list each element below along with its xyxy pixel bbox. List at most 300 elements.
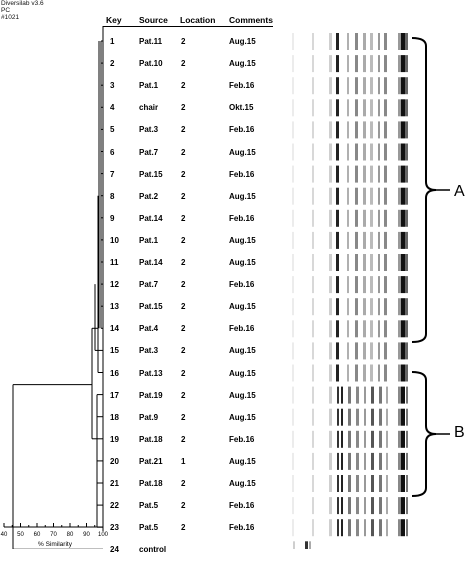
fingerprint-band	[371, 387, 374, 404]
fingerprint-band	[371, 497, 374, 514]
fingerprint-band	[356, 431, 359, 448]
fingerprint-band	[401, 232, 405, 249]
fingerprint-band	[363, 320, 366, 337]
row-comments: Aug.15	[229, 258, 256, 267]
row-location: 2	[181, 147, 186, 157]
fingerprint-band	[401, 55, 405, 72]
fingerprint-band	[370, 320, 373, 337]
analysis-id: #1021	[1, 14, 20, 21]
fingerprint-band	[329, 453, 332, 470]
fingerprint-band	[336, 276, 339, 293]
fingerprint-band	[355, 210, 358, 227]
fingerprint-band	[341, 497, 343, 514]
fingerprint-band	[398, 342, 401, 359]
fingerprint-band	[336, 365, 339, 382]
row-source: Pat.5	[139, 501, 159, 511]
fingerprint-band	[401, 166, 405, 183]
cluster-bracket-a	[412, 38, 436, 342]
fingerprint-band	[292, 409, 294, 426]
row-location: 2	[181, 479, 186, 488]
fingerprint-band	[378, 254, 380, 271]
row-source: Pat.13	[139, 368, 163, 378]
row-location: 2	[181, 213, 186, 223]
fingerprint-band	[398, 431, 401, 448]
row-source: Pat.4	[139, 324, 159, 334]
fingerprint-band	[401, 276, 405, 293]
row-comments: Okt.15	[229, 103, 254, 113]
row-location: 2	[181, 258, 186, 267]
fingerprint-band	[329, 387, 332, 404]
row-source: Pat.5	[139, 523, 159, 533]
row-location: 2	[181, 280, 186, 290]
fingerprint-band	[312, 342, 314, 359]
fingerprint-band	[329, 77, 332, 94]
fingerprint-band	[336, 254, 339, 271]
row-source: Pat.19	[139, 390, 163, 400]
axis-tick-label: 50	[17, 532, 24, 538]
fingerprint-band	[384, 254, 387, 271]
row-key: 11	[110, 258, 119, 267]
fingerprint-band	[384, 77, 387, 94]
fingerprint-band	[371, 409, 374, 426]
fingerprint-band	[329, 99, 332, 116]
row-source: Pat.3	[139, 125, 159, 135]
fingerprint-band	[292, 121, 294, 138]
fingerprint-band	[370, 144, 373, 161]
fingerprint-band	[363, 276, 366, 293]
fingerprint-band	[356, 387, 359, 404]
row-comments: Aug.15	[229, 456, 256, 466]
fingerprint-band	[336, 232, 339, 249]
fingerprint-band	[398, 188, 401, 205]
fingerprint-band	[337, 387, 339, 404]
cluster-label-a: A	[454, 183, 465, 200]
fingerprint-band	[341, 519, 343, 536]
fingerprint-band	[384, 210, 387, 227]
fingerprint-band	[398, 298, 401, 315]
fingerprint-band	[401, 121, 405, 138]
row-location: 2	[181, 302, 186, 312]
row-comments: Feb.16	[229, 280, 255, 290]
fingerprint-band	[336, 298, 339, 315]
fingerprint-band	[378, 33, 380, 50]
fingerprint-band	[337, 475, 339, 492]
fingerprint-band	[312, 409, 314, 426]
fingerprint-band	[348, 431, 351, 448]
fingerprint-band	[312, 254, 314, 271]
fingerprint-band	[329, 431, 332, 448]
fingerprint-band	[370, 77, 373, 94]
fingerprint-band	[398, 497, 401, 514]
column-header-source: Source	[139, 15, 168, 25]
row-key: 22	[110, 501, 119, 511]
fingerprint-band	[292, 365, 294, 382]
axis-tick-label: 70	[50, 532, 57, 538]
fingerprint-band	[384, 276, 387, 293]
fingerprint-band	[401, 77, 405, 94]
fingerprint-band	[401, 188, 405, 205]
fingerprint-band	[378, 77, 380, 94]
fingerprint-band	[348, 475, 351, 492]
fingerprint-band	[401, 144, 405, 161]
fingerprint-band	[379, 519, 382, 536]
fingerprint-band	[405, 121, 408, 138]
fingerprint-band	[405, 342, 408, 359]
fingerprint-band	[398, 453, 401, 470]
row-key: 3	[110, 81, 115, 91]
fingerprint-band	[379, 431, 382, 448]
column-header-key: Key	[106, 15, 122, 25]
fingerprint-band	[364, 497, 366, 514]
fingerprint-band	[348, 519, 351, 536]
fingerprint-band	[347, 77, 349, 94]
row-location: 2	[181, 434, 186, 444]
fingerprint-band	[348, 409, 351, 426]
fingerprint-band	[355, 99, 358, 116]
fingerprint-band	[398, 365, 401, 382]
fingerprint-band	[292, 166, 294, 183]
row-key: 18	[110, 412, 119, 422]
fingerprint-band	[386, 453, 388, 470]
fingerprint-band	[384, 121, 387, 138]
fingerprint-band	[398, 33, 401, 50]
fingerprint-band	[363, 298, 366, 315]
fingerprint-band	[378, 55, 380, 72]
fingerprint-band	[347, 33, 349, 50]
fingerprint-band	[329, 121, 332, 138]
fingerprint-band	[341, 431, 343, 448]
fingerprint-band	[401, 320, 405, 337]
fingerprint-band	[406, 519, 408, 536]
fingerprint-band	[312, 475, 314, 492]
fingerprint-band	[364, 475, 366, 492]
fingerprint-band	[378, 144, 380, 161]
fingerprint-band	[378, 298, 380, 315]
fingerprint-band	[398, 387, 401, 404]
fingerprint-band	[405, 365, 408, 382]
row-location: 2	[181, 523, 186, 533]
fingerprint-band	[292, 254, 294, 271]
row-source: Pat.7	[139, 147, 159, 157]
fingerprint-band	[406, 431, 408, 448]
row-comments: Aug.15	[229, 412, 256, 422]
fingerprint-band	[305, 541, 308, 549]
fingerprint-band	[312, 298, 314, 315]
row-location: 2	[181, 169, 186, 179]
fingerprint-band	[398, 55, 401, 72]
fingerprint-band	[336, 121, 339, 138]
fingerprint-band	[292, 232, 294, 249]
fingerprint-band	[293, 541, 295, 549]
row-location: 2	[181, 346, 186, 356]
fingerprint-band	[312, 55, 314, 72]
fingerprint-band	[405, 320, 408, 337]
row-source: Pat.3	[139, 346, 159, 356]
axis-tick-label: 80	[66, 532, 74, 538]
fingerprint-band	[370, 33, 373, 50]
fingerprint-band	[370, 342, 373, 359]
fingerprint-band	[336, 320, 339, 337]
fingerprint-band	[370, 298, 373, 315]
fingerprint-band	[347, 276, 349, 293]
fingerprint-band	[398, 144, 401, 161]
fingerprint-band	[329, 210, 332, 227]
fingerprint-band	[379, 387, 382, 404]
fingerprint-band	[355, 166, 358, 183]
software-version: Diversilab v3.6	[1, 0, 44, 7]
row-source: Pat.18	[139, 434, 163, 444]
fingerprint-band	[384, 99, 387, 116]
fingerprint-band	[329, 144, 332, 161]
row-comments: Aug.15	[229, 368, 256, 378]
row-source: Pat.18	[139, 479, 163, 488]
fingerprint-band	[312, 453, 314, 470]
fingerprint-band	[337, 409, 339, 426]
fingerprint-band	[401, 387, 405, 404]
fingerprint-band	[370, 121, 373, 138]
fingerprint-band	[336, 55, 339, 72]
fingerprint-band	[356, 475, 359, 492]
fingerprint-band	[364, 519, 366, 536]
fingerprint-band	[401, 365, 405, 382]
fingerprint-band	[347, 232, 349, 249]
fingerprint-band	[379, 409, 382, 426]
fingerprint-band	[292, 276, 294, 293]
fingerprint-band	[336, 210, 339, 227]
row-location: 2	[181, 191, 186, 201]
fingerprint-band	[337, 453, 339, 470]
fingerprint-band	[292, 144, 294, 161]
row-location: 1	[181, 456, 186, 466]
fingerprint-band	[312, 232, 314, 249]
fingerprint-band	[312, 276, 314, 293]
row-comments: Aug.15	[229, 390, 256, 400]
fingerprint-band	[292, 387, 294, 404]
fingerprint-band	[355, 33, 358, 50]
row-comments: Aug.15	[229, 235, 256, 245]
fingerprint-band	[363, 210, 366, 227]
fingerprint-band	[329, 519, 332, 536]
row-comments: Aug.15	[229, 346, 256, 356]
fingerprint-band	[379, 497, 382, 514]
fingerprint-band	[347, 99, 349, 116]
fingerprint-band	[364, 387, 366, 404]
row-comments: Feb.16	[229, 324, 255, 334]
row-source: Pat.1	[139, 235, 159, 245]
fingerprint-band	[371, 453, 374, 470]
fingerprint-band	[309, 541, 311, 549]
fingerprint-band	[370, 188, 373, 205]
row-location: 2	[181, 81, 186, 91]
row-source: Pat.9	[139, 412, 159, 422]
fingerprint-band	[398, 276, 401, 293]
fingerprint-band	[292, 431, 294, 448]
fingerprint-band	[292, 320, 294, 337]
fingerprint-band	[292, 77, 294, 94]
fingerprint-band	[398, 475, 401, 492]
fingerprint-band	[347, 121, 349, 138]
fingerprint-band	[292, 55, 294, 72]
column-header-comments: Comments	[229, 15, 273, 25]
column-header-location: Location	[180, 15, 216, 25]
fingerprint-band	[384, 166, 387, 183]
fingerprint-band	[341, 475, 343, 492]
fingerprint-band	[355, 342, 358, 359]
fingerprint-band	[371, 431, 374, 448]
fingerprint-band	[336, 99, 339, 116]
row-source: Pat.11	[139, 37, 163, 46]
row-comments: Feb.16	[229, 169, 255, 179]
fingerprint-band	[398, 409, 401, 426]
software-type: PC	[1, 7, 11, 14]
fingerprint-band	[401, 298, 405, 315]
fingerprint-band	[363, 188, 366, 205]
row-key: 20	[110, 456, 119, 466]
row-location: 2	[181, 390, 186, 400]
fingerprint-band	[347, 166, 349, 183]
row-location: 2	[181, 412, 186, 422]
fingerprint-band	[356, 497, 359, 514]
fingerprint-band	[405, 276, 408, 293]
row-source: Pat.14	[139, 213, 163, 223]
row-key: 19	[110, 434, 119, 444]
fingerprint-band	[355, 55, 358, 72]
row-source: Pat.15	[139, 169, 163, 179]
fingerprint-band	[292, 298, 294, 315]
fingerprint-band	[348, 453, 351, 470]
fingerprint-band	[405, 232, 408, 249]
fingerprint-band	[405, 166, 408, 183]
fingerprint-band	[341, 409, 343, 426]
fingerprint-band	[329, 320, 332, 337]
fingerprint-band	[398, 232, 401, 249]
row-key: 17	[110, 390, 119, 400]
fingerprint-band	[312, 188, 314, 205]
fingerprint-band	[405, 298, 408, 315]
fingerprint-band	[337, 497, 339, 514]
fingerprint-band	[405, 33, 408, 50]
fingerprint-band	[384, 232, 387, 249]
fingerprint-band	[384, 365, 387, 382]
row-key: 6	[110, 147, 115, 157]
row-source: Pat.21	[139, 456, 163, 466]
row-key: 12	[110, 280, 119, 290]
fingerprint-band	[336, 33, 339, 50]
fingerprint-band	[341, 453, 343, 470]
fingerprint-band	[292, 519, 294, 536]
row-source: chair	[139, 103, 159, 113]
row-comments: Feb.16	[229, 501, 255, 511]
fingerprint-band	[312, 166, 314, 183]
fingerprint-band	[347, 365, 349, 382]
fingerprint-band	[370, 99, 373, 116]
fingerprint-band	[398, 254, 401, 271]
fingerprint-band	[370, 232, 373, 249]
fingerprint-band	[401, 475, 405, 492]
fingerprint-band	[292, 342, 294, 359]
row-key: 1	[110, 37, 115, 46]
row-comments: Feb.16	[229, 434, 255, 444]
row-source: Pat.7	[139, 280, 159, 290]
fingerprint-band	[329, 276, 332, 293]
fingerprint-band	[378, 365, 380, 382]
fingerprint-band	[401, 33, 405, 50]
fingerprint-band	[398, 320, 401, 337]
fingerprint-band	[337, 519, 339, 536]
row-source: Pat.1	[139, 81, 159, 91]
row-key: 9	[110, 213, 115, 223]
fingerprint-band	[384, 298, 387, 315]
fingerprint-band	[312, 320, 314, 337]
fingerprint-band	[386, 475, 388, 492]
cluster-label-b: B	[454, 424, 465, 441]
fingerprint-band	[398, 77, 401, 94]
fingerprint-band	[363, 254, 366, 271]
fingerprint-band	[363, 77, 366, 94]
fingerprint-band	[401, 497, 405, 514]
fingerprint-band	[355, 77, 358, 94]
row-key: 16	[110, 368, 119, 378]
fingerprint-band	[398, 166, 401, 183]
fingerprint-band	[355, 276, 358, 293]
row-key: 15	[110, 346, 119, 356]
fingerprint-band	[329, 365, 332, 382]
fingerprint-band	[312, 99, 314, 116]
fingerprint-band	[355, 320, 358, 337]
fingerprint-band	[312, 387, 314, 404]
fingerprint-band	[336, 77, 339, 94]
row-comments: Aug.15	[229, 59, 256, 69]
row-source: Pat.2	[139, 191, 159, 201]
fingerprint-band	[378, 232, 380, 249]
fingerprint-band	[363, 166, 366, 183]
axis-tick-label: 90	[83, 532, 90, 538]
axis-tick-label: 100	[97, 532, 109, 538]
fingerprint-band	[363, 232, 366, 249]
fingerprint-band	[355, 254, 358, 271]
fingerprint-band	[401, 453, 405, 470]
fingerprint-band	[292, 210, 294, 227]
fingerprint-band	[292, 188, 294, 205]
fingerprint-band	[363, 144, 366, 161]
fingerprint-band	[329, 298, 332, 315]
fingerprint-band	[312, 497, 314, 514]
fingerprint-band	[329, 475, 332, 492]
fingerprint-band	[336, 188, 339, 205]
fingerprint-band	[405, 55, 408, 72]
row-location: 2	[181, 103, 186, 113]
fingerprint-band	[355, 232, 358, 249]
fingerprint-band	[401, 519, 405, 536]
row-key: 7	[110, 169, 115, 179]
fingerprint-band	[329, 33, 332, 50]
row-key: 4	[110, 103, 115, 113]
fingerprint-band	[405, 210, 408, 227]
fingerprint-band	[356, 519, 359, 536]
row-location: 2	[181, 59, 186, 69]
fingerprint-band	[355, 365, 358, 382]
fingerprint-band	[348, 497, 351, 514]
fingerprint-band	[405, 254, 408, 271]
fingerprint-band	[363, 342, 366, 359]
row-source: Pat.10	[139, 59, 163, 69]
fingerprint-band	[406, 453, 408, 470]
fingerprint-band	[384, 342, 387, 359]
row-location: 2	[181, 125, 186, 135]
row-comments: Feb.16	[229, 523, 255, 533]
fingerprint-band	[401, 99, 405, 116]
row-key: 8	[110, 191, 115, 201]
